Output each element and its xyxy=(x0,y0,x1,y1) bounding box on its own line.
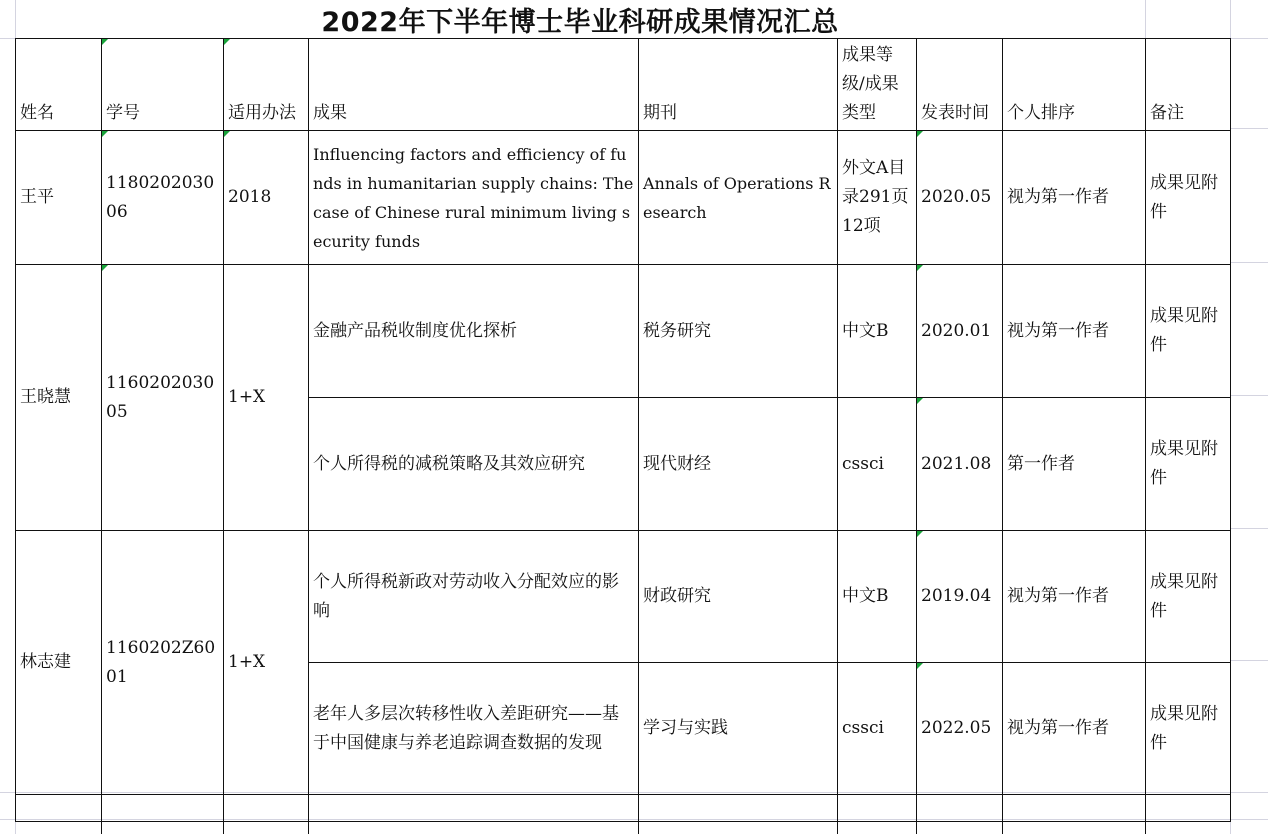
cell-method[interactable]: 2018 xyxy=(224,131,309,265)
header-rank[interactable]: 个人排序 xyxy=(1003,39,1146,131)
cell-grade[interactable]: 外文A目录291页12项 xyxy=(838,131,917,265)
cell-journal[interactable]: Annals of Operations Research xyxy=(639,131,838,265)
cell-rank[interactable]: 视为第一作者 xyxy=(1003,663,1146,795)
empty-cell[interactable] xyxy=(102,795,224,822)
sheet-title: 2022年下半年博士毕业科研成果情况汇总 xyxy=(321,6,839,38)
cell-remark[interactable]: 成果见附件 xyxy=(1146,663,1231,795)
header-achievement[interactable]: 成果 xyxy=(309,39,639,131)
cell-date[interactable]: 2022.05 xyxy=(917,663,1003,795)
cell-name[interactable]: 王晓慧 xyxy=(16,265,102,531)
cell-date[interactable]: 2019.04 xyxy=(917,531,1003,663)
empty-cell[interactable] xyxy=(639,795,838,822)
cell-name[interactable]: 林志建 xyxy=(16,531,102,795)
achievements-table xyxy=(15,38,1231,822)
cell-name[interactable]: 王平 xyxy=(16,131,102,265)
cell-date[interactable]: 2020.01 xyxy=(917,265,1003,398)
cell-remark[interactable]: 成果见附件 xyxy=(1146,265,1231,398)
cell-remark[interactable]: 成果见附件 xyxy=(1146,398,1231,531)
empty-cell[interactable] xyxy=(16,795,102,822)
empty-cell[interactable] xyxy=(309,795,639,822)
cell-journal[interactable]: 学习与实践 xyxy=(639,663,838,795)
cell-grade[interactable]: cssci xyxy=(838,663,917,795)
empty-cell[interactable] xyxy=(1146,795,1231,822)
header-journal[interactable]: 期刊 xyxy=(639,39,838,131)
cell-method[interactable]: 1+X xyxy=(224,265,309,531)
header-grade[interactable]: 成果等级/成果类型 xyxy=(838,39,917,131)
table-row xyxy=(16,265,1231,398)
header-student-id[interactable]: 学号 xyxy=(102,39,224,131)
cell-rank[interactable]: 第一作者 xyxy=(1003,398,1146,531)
empty-cell[interactable] xyxy=(224,795,309,822)
cell-date[interactable]: 2021.08 xyxy=(917,398,1003,531)
cell-rank[interactable]: 视为第一作者 xyxy=(1003,131,1146,265)
empty-cell[interactable] xyxy=(838,795,917,822)
cell-rank[interactable]: 视为第一作者 xyxy=(1003,265,1146,398)
cell-achievement[interactable]: 个人所得税新政对劳动收入分配效应的影响 xyxy=(309,531,639,663)
cell-student-id[interactable]: 116020203005 xyxy=(102,265,224,531)
empty-row xyxy=(16,795,1231,822)
header-name[interactable]: 姓名 xyxy=(16,39,102,131)
cell-achievement[interactable]: 老年人多层次转移性收入差距研究——基于中国健康与养老追踪调查数据的发现 xyxy=(309,663,639,795)
empty-cell[interactable] xyxy=(1003,795,1146,822)
table-row xyxy=(16,531,1231,663)
cell-rank[interactable]: 视为第一作者 xyxy=(1003,531,1146,663)
cell-student-id[interactable]: 1160202Z6001 xyxy=(102,531,224,795)
cell-method[interactable]: 1+X xyxy=(224,531,309,795)
empty-cell[interactable] xyxy=(917,795,1003,822)
cell-journal[interactable]: 税务研究 xyxy=(639,265,838,398)
cell-date[interactable]: 2020.05 xyxy=(917,131,1003,265)
table-row xyxy=(16,131,1231,265)
header-row xyxy=(16,39,1231,131)
cell-journal[interactable]: 现代财经 xyxy=(639,398,838,531)
cell-grade[interactable]: 中文B xyxy=(838,265,917,398)
cell-remark[interactable]: 成果见附件 xyxy=(1146,131,1231,265)
header-method[interactable]: 适用办法 xyxy=(224,39,309,131)
cell-remark[interactable]: 成果见附件 xyxy=(1146,531,1231,663)
cell-grade[interactable]: 中文B xyxy=(838,531,917,663)
header-date[interactable]: 发表时间 xyxy=(917,39,1003,131)
cell-journal[interactable]: 财政研究 xyxy=(639,531,838,663)
cell-achievement[interactable]: Influencing factors and efficiency of funds in humanitarian supply chains: The case of Chinese rural minimum living security funds xyxy=(309,131,639,265)
header-remark[interactable]: 备注 xyxy=(1146,39,1231,131)
cell-achievement[interactable]: 个人所得税的减税策略及其效应研究 xyxy=(309,398,639,531)
cell-achievement[interactable]: 金融产品税收制度优化探析 xyxy=(309,265,639,398)
cell-student-id[interactable]: 118020203006 xyxy=(102,131,224,265)
cell-grade[interactable]: cssci xyxy=(838,398,917,531)
